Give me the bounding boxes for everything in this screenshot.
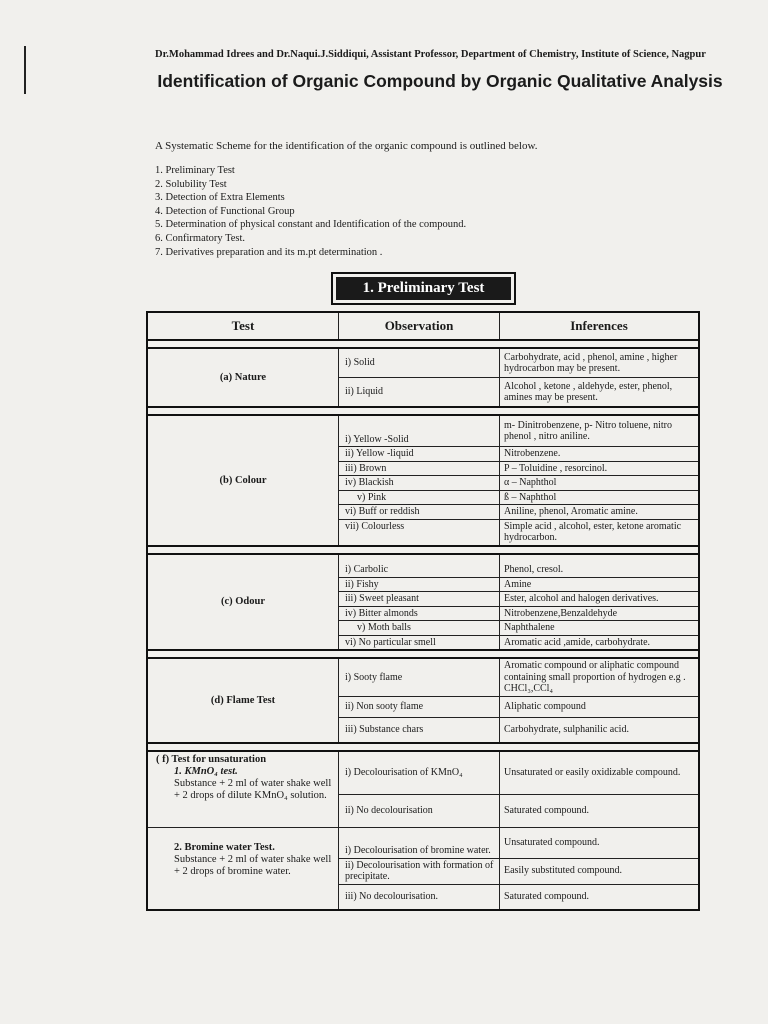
header-inferences: Inferences <box>500 312 700 340</box>
inference-cell: Alcohol , ketone , aldehyde, ester, phenol, amines may be present. <box>500 378 700 408</box>
margin-mark <box>24 46 26 94</box>
table-spacer <box>147 340 699 348</box>
list-item: 2. Solubility Test <box>155 178 227 190</box>
list-item: 4. Detection of Functional Group <box>155 205 295 217</box>
inference-cell: Carbohydrate, sulphanilic acid. <box>500 717 700 743</box>
inference-cell: Naphthalene <box>500 621 700 636</box>
test-nature: (a) Nature <box>147 348 339 407</box>
observation-cell: vi) Buff or reddish <box>339 505 500 520</box>
table-row <box>147 554 699 578</box>
kmno4-test-desc: Substance + 2 ml of water shake well + 2 drops of dilute KMnO₄ solution. <box>174 777 332 801</box>
header-test: Test <box>147 312 339 340</box>
inference-cell: Unsaturated or easily oxidizable compound. <box>500 751 700 795</box>
observation-cell: i) Decolourisation of bromine water. <box>339 827 500 858</box>
observation-cell: i) Decolourisation of KMnO₄ <box>339 751 500 795</box>
observation-cell: ii) No decolourisation <box>339 794 500 827</box>
list-item: 3. Detection of Extra Elements <box>155 192 285 204</box>
list-item: 5. Determination of physical constant and Identification of the compound. <box>155 219 467 231</box>
inference-cell: Unsaturated compound. <box>500 827 700 858</box>
inference-cell: Easily substituted compound. <box>500 858 700 884</box>
steps-list <box>155 164 466 259</box>
unsaturation-title: ( f) Test for unsaturation <box>156 753 267 765</box>
table-spacer <box>147 546 699 554</box>
observation-cell: i) Yellow -Solid <box>339 415 500 447</box>
test-odour: (c) Odour <box>147 554 339 651</box>
kmno4-test-title: 1. KMnO₄ test. <box>174 765 238 777</box>
bromine-test-desc: Substance + 2 ml of water shake well + 2 drops of bromine water. <box>174 853 332 877</box>
inference-cell: Nitrobenzene,Benzaldehyde <box>500 606 700 621</box>
observation-cell: iii) No decolourisation. <box>339 884 500 910</box>
observation-cell: ii) Liquid <box>339 378 500 408</box>
observation-cell: ii) Fishy <box>339 577 500 592</box>
observation-cell: iv) Bitter almonds <box>339 606 500 621</box>
list-item: 7. Derivatives preparation and its m.pt determination . <box>155 246 383 258</box>
table-header-row <box>147 312 699 340</box>
inference-cell: ß – Naphthol <box>500 490 700 505</box>
observation-cell: v) Moth balls <box>339 621 500 636</box>
observation-cell: iv) Blackish <box>339 476 500 491</box>
observation-cell: i) Carbolic <box>339 554 500 578</box>
section-heading-box <box>331 272 516 305</box>
inference-cell: Simple acid , alcohol, ester, ketone aromatic hydrocarbon. <box>500 519 700 546</box>
observation-cell: vii) Colourless <box>339 519 500 546</box>
test-unsaturation-kmno4 <box>147 751 339 828</box>
observation-cell: i) Solid <box>339 348 500 378</box>
table-spacer <box>147 743 699 751</box>
test-unsaturation-bromine <box>147 827 339 910</box>
inference-cell: Aromatic compound or aliphatic compound containing small proportion of hydrogen e.g . CHCl₃,CCl₄ <box>500 658 700 696</box>
table-row <box>147 348 699 378</box>
inference-cell: Amine <box>500 577 700 592</box>
observation-cell: i) Sooty flame <box>339 658 500 696</box>
inference-cell: P – Toluidine , resorcinol. <box>500 461 700 476</box>
author-line: Dr.Mohammad Idrees and Dr.Naqui.J.Siddiqui, Assistant Professor, Department of Chemistry, Institute of Science, Nagpur <box>155 49 706 60</box>
test-flame: (d) Flame Test <box>147 658 339 743</box>
observation-cell: v) Pink <box>339 490 500 505</box>
inference-cell: Phenol, cresol. <box>500 554 700 578</box>
bromine-test-title: 2. Bromine water Test. <box>174 841 275 853</box>
inference-cell: Saturated compound. <box>500 794 700 827</box>
inference-cell: m- Dinitrobenzene, p- Nitro toluene, nitro phenol , nitro aniline. <box>500 415 700 447</box>
list-item: 1. Preliminary Test <box>155 165 235 176</box>
observation-cell: iii) Brown <box>339 461 500 476</box>
inference-cell: Aniline, phenol, Aromatic amine. <box>500 505 700 520</box>
list-item: 6. Confirmatory Test. <box>155 232 246 244</box>
inference-cell: α – Naphthol <box>500 476 700 491</box>
table-row <box>147 827 699 858</box>
table-spacer <box>147 650 699 658</box>
observation-cell: ii) Yellow -liquid <box>339 447 500 462</box>
observation-cell: ii) Decolourisation with formation of precipitate. <box>339 858 500 884</box>
inference-cell: Carbohydrate, acid , phenol, amine , higher hydrocarbon may be present. <box>500 348 700 378</box>
table-row <box>147 415 699 447</box>
inference-cell: Aromatic acid ,amide, carbohydrate. <box>500 635 700 650</box>
preliminary-test-table <box>146 311 700 911</box>
inference-cell: Aliphatic compound <box>500 696 700 717</box>
inference-cell: Ester, alcohol and halogen derivatives. <box>500 592 700 607</box>
page-title: Identification of Organic Compound by Organic Qualitative Analysis <box>157 71 723 91</box>
table-row <box>147 658 699 696</box>
observation-cell: iii) Substance chars <box>339 717 500 743</box>
inference-cell: Nitrobenzene. <box>500 447 700 462</box>
observation-cell: iii) Sweet pleasant <box>339 592 500 607</box>
section-heading: 1. Preliminary Test <box>336 277 511 300</box>
observation-cell: ii) Non sooty flame <box>339 696 500 717</box>
test-colour: (b) Colour <box>147 415 339 546</box>
intro-text: A Systematic Scheme for the identification of the organic compound is outlined below. <box>155 140 538 152</box>
inference-cell: Saturated compound. <box>500 884 700 910</box>
header-observation: Observation <box>339 312 500 340</box>
observation-cell: vi) No particular smell <box>339 635 500 650</box>
table-spacer <box>147 407 699 415</box>
table-row <box>147 751 699 795</box>
